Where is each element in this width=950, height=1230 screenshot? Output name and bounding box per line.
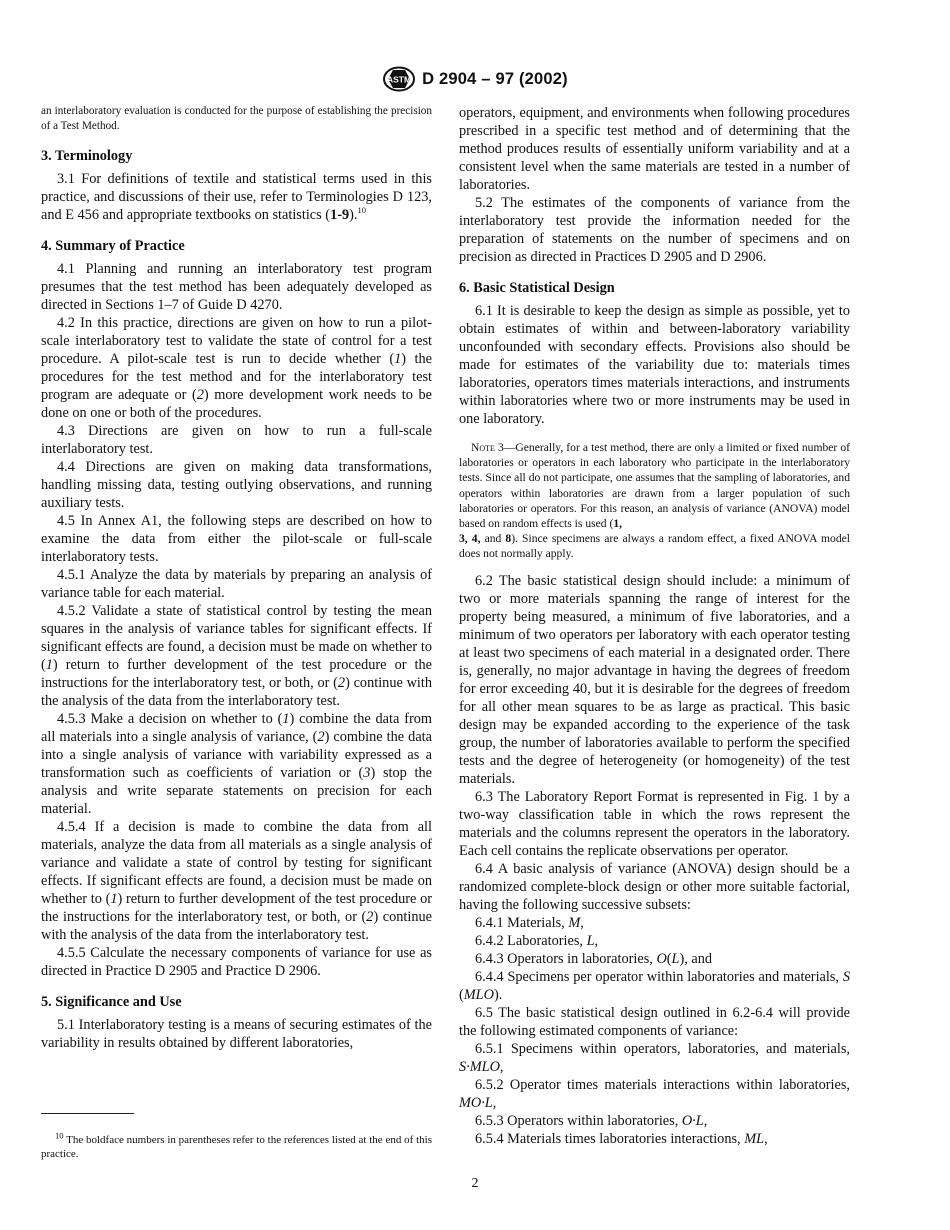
footnote-10: $^{10}$ The boldface numbers in parentheses refer to the references listed at the end of this practice. [41, 1130, 432, 1160]
paragraph-6-4-1: 6.4.1 Materials, M, [475, 914, 584, 931]
paragraph-5-2: 5.2 The estimates of the components of variance from the interlaboratory test provide the information needed for the preparation of statements on the number of specimens and on precision as directed in Practices D 2905 and D 2906. [459, 195, 850, 265]
footnote-divider [41, 1113, 134, 1114]
paragraph-6-4-3: 6.4.3 Operators in laboratories, O(L), and [475, 950, 713, 967]
paragraph-4-3: 4.3 Directions are given on how to run a full-scale interlaboratory test. [41, 423, 432, 457]
section-5-heading: 5. Significance and Use [41, 994, 182, 1010]
paragraph-6-4-2: 6.4.2 Laboratories, L, [475, 932, 599, 949]
footnote-ref: 10 [357, 205, 366, 216]
paragraph-4-5-2: 4.5.2 Validate a state of statistical control by testing the mean squares in the analysis of variance tables for significant effects. If significant effects are found, a decision must be made on whether to (1) return to further development of the test procedure or the instructions for the interlaboratory test, or both, or (2) continue with the analysis of the data from the interlaboratory test. [41, 603, 432, 709]
paragraph-6-4: 6.4 A basic analysis of variance (ANOVA) design should be a randomized complete-block design or other more suitable factorial, having the following successive subsets: [459, 860, 850, 913]
paragraph-4-1: 4.1 Planning and running an interlaboratory test program presumes that the test method has been adequately developed as directed in Sections 1–7 of Guide D 4270. [41, 261, 432, 313]
right-column [459, 104, 850, 1148]
paragraph-6-5-4: 6.5.4 Materials times laboratories interactions, ML, [475, 1130, 768, 1147]
svg-text:ASTM: ASTM [387, 74, 412, 85]
section-4-heading: 4. Summary of Practice [41, 238, 185, 254]
paragraph-4-5-3: 4.5.3 Make a decision on whether to (1) combine the data from all materials into a single analysis of variance, (2) combine the data into a single analysis of variance with variability expressed as a transformation such as coefficients of variation or (3) stop the analysis and write separate statements on precision for each material. [41, 711, 432, 817]
paragraph-6-5: 6.5 The basic statistical design outlined in 6.2-6.4 will provide the following estimated components of variance: [459, 1004, 850, 1039]
paragraph-6-5-3: 6.5.3 Operators within laboratories, O·L, [475, 1112, 708, 1129]
paragraph-4-5-1: 4.5.1 Analyze the data by materials by preparing an analysis of variance table for each material. [41, 567, 432, 601]
paragraph-6-3: 6.3 The Laboratory Report Format is represented in Fig. 1 by a two-way classification table in which the rows represent the materials and the columns represent the operators in the laboratory. Each cell contains the replicate observations per operator. [459, 788, 850, 859]
page-number: 2 [471, 1176, 479, 1191]
document-id: D 2904 – 97 (2002) [422, 69, 568, 88]
astm-logo [382, 66, 416, 92]
paragraph-6-4-4: 6.4.4 Specimens per operator within laboratories and materials, S (MLO). [459, 968, 850, 1003]
paragraph-6-5-2: 6.5.2 Operator times materials interactions within laboratories, MO·L, [459, 1076, 850, 1111]
section-6-heading: 6. Basic Statistical Design [459, 280, 615, 296]
paragraph-4-4: 4.4 Directions are given on making data transformations, handling missing data, testing outlying observations, and running auxiliary tests. [41, 459, 432, 511]
paragraph-6-5-1: 6.5.1 Specimens within operators, laboratories, and materials, S·MLO, [459, 1040, 850, 1075]
left-column [41, 104, 432, 1052]
paragraph-3-1: 3.1 For definitions of textile and statistical terms used in this practice, and discussions of their use, refer to Terminologies D 123, and E 456 and appropriate textbooks on statistics (1-9).$^{10}$ [41, 171, 432, 223]
paragraph-5-1-continuation: operators, equipment, and environments when following procedures prescribed in a specific test method and of determining that the method produces results of essentially uniform variability and at a consistent level when the same materials are tested in a number of laboratories. [459, 105, 850, 193]
paragraph-6-1: 6.1 It is desirable to keep the design as simple as possible, yet to obtain estimates of within and between-laboratory variability unconfounded with secondary effects. Provisions also should be made for estimates of the variability due to: materials times laboratories, operators times materials interactions, and instruments within laboratories where two or more instruments may be used in one laboratory. [459, 303, 850, 427]
paragraph-4-2: 4.2 In this practice, directions are given on how to run a pilot-scale interlaboratory test to validate the state of control for a test procedure. A pilot-scale test is run to decide whether (1) the procedures for the test method and for the interlaboratory test program are adequate or (2) more development work needs to be done on one or both of the procedures. [41, 315, 432, 421]
section-3-heading: 3. Terminology [41, 148, 133, 164]
page-header [0, 66, 950, 97]
paragraph-6-2: 6.2 The basic statistical design should include: a minimum of two or more materials spanning the range of interest for the property being measured, a minimum of five laboratories, and a minimum of two operators per laboratory with each operator testing at least two specimens of each material in a designated order. There is, generally, no major advantage in having the degrees of freedom for error exceeding 40, but it is desirable for the degrees of freedom for all other mean squares to be as large as practical. This basic design may be expanded according to the experience of the task group, the number of laboratories available to perform the specified tests and the degree of heterogeneity (or homogeneity) of the test materials. [459, 572, 850, 787]
paragraph-4-5-4: 4.5.4 If a decision is made to combine the data from all materials, analyze the data from all materials as a single analysis of variance and validate a state of control by testing for significant effects. If significant effects are found, a decision must be made on whether to (1) return to further development of the test procedure or the instructions for the interlaboratory test, or both, or (2) continue with the analysis of the data from the interlaboratory test. [41, 819, 433, 943]
paragraph-5-1: 5.1 Interlaboratory testing is a means of securing estimates of the variability in results obtained by different laboratories, [41, 1017, 432, 1051]
paragraph-4-5-5: 4.5.5 Calculate the necessary components of variance for use as directed in Practice D 2905 and Practice D 2906. [41, 945, 432, 979]
intro-continuation: an interlaboratory evaluation is conducted for the purpose of establishing the precision of a Test Method. [41, 105, 432, 132]
note-3: Note 3—Generally, for a test method, there are only a limited or fixed number of laboratories or operators in each laboratory who participate in the interlaboratory tests. Since all do not participate, one assumes that the sampling of laboratories, and operators within laboratories are drawn from a larger population of such laboratories or operators. For this reason, an analysis of variance (ANOVA) model based on random effects is used (1, 3, 4, and 8). Since specimens are always a random effect, a fixed ANOVA model does not normally apply. [459, 441, 851, 561]
paragraph-4-5: 4.5 In Annex A1, the following steps are described on how to examine the data from either the pilot-scale or full-scale interlaboratory tests. [41, 513, 432, 565]
